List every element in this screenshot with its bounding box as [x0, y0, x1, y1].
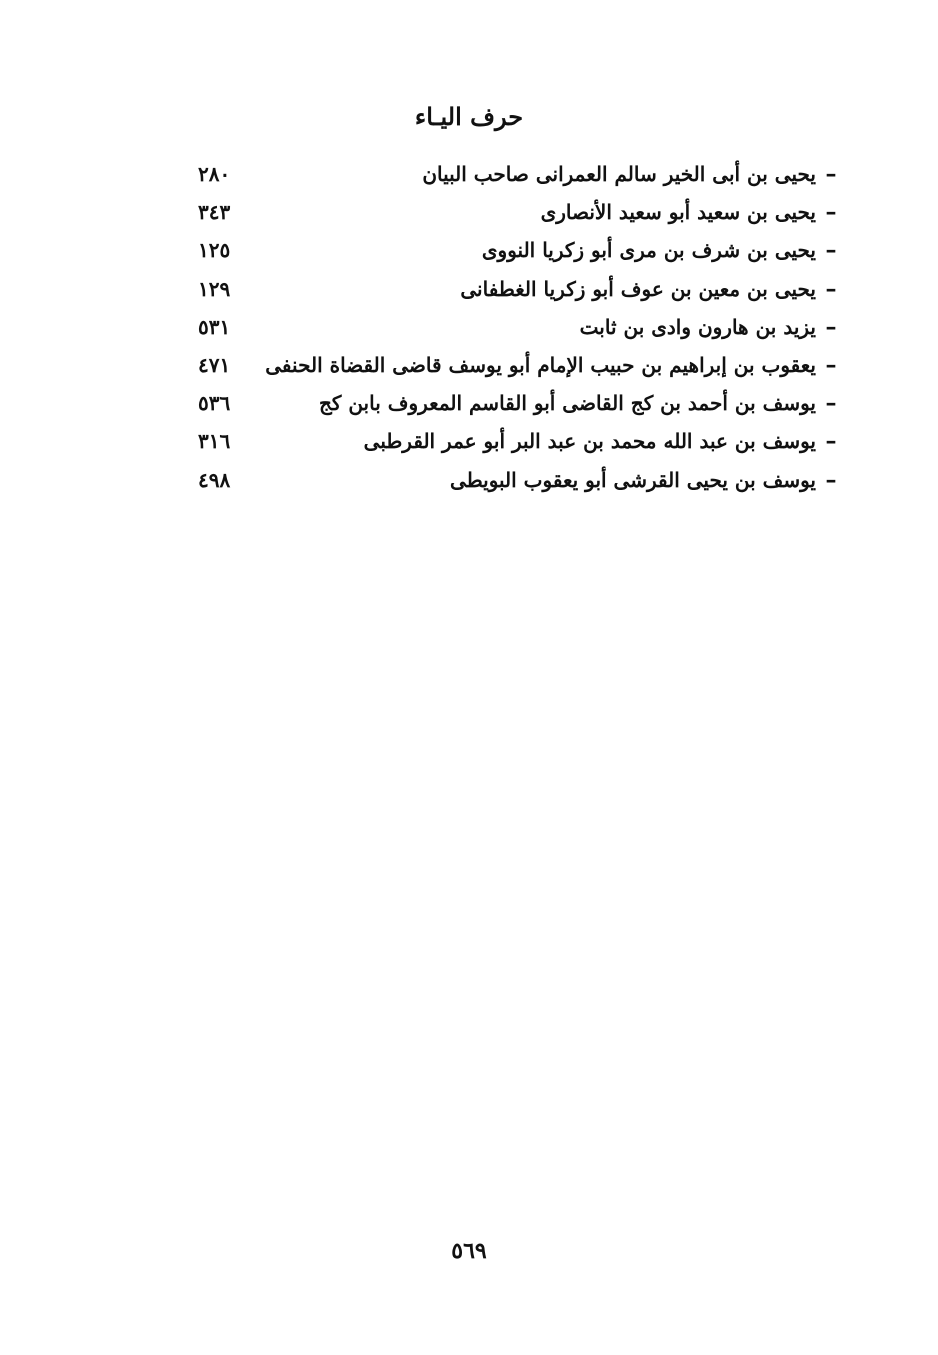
index-entry [190, 311, 840, 349]
entry-page-number: ٣١٦ [198, 429, 231, 454]
entry-page-number: ٢٨٠ [198, 162, 231, 186]
entry-page-number: ٣٤٣ [198, 200, 231, 225]
page-number: ٥٦٩ [451, 1238, 487, 1264]
entry-page-number: ١٢٥ [198, 238, 231, 263]
entry-dash: – [825, 313, 837, 340]
entry-dash: – [825, 161, 837, 187]
entry-name: يحيى بن معين بن عوف أبو زكريا الغطفانى [460, 276, 816, 301]
index-entry [190, 234, 840, 272]
section-heading: حرف اليـاء [414, 102, 524, 131]
entry-page-number: ١٢٩ [198, 276, 231, 301]
entry-name: يزيد بن هارون وادى بن ثابت [579, 314, 816, 339]
entry-name: يحيى بن أبى الخير سالم العمرانى صاحب البيان [422, 162, 816, 186]
entry-dash: – [825, 237, 837, 264]
entry-name: يوسف بن يحيى القرشى أبو يعقوب البويطى [450, 467, 816, 492]
index-list [190, 158, 840, 502]
index-entry [190, 196, 840, 234]
entry-dash: – [825, 275, 837, 302]
entry-dash: – [825, 199, 837, 226]
entry-name: يوسف بن عبد الله محمد بن عبد البر أبو عمر القرطبى [363, 429, 816, 454]
entry-dash: – [825, 428, 837, 455]
index-entry [190, 464, 840, 502]
entry-page-number: ٤٩٨ [198, 467, 231, 492]
entry-dash: – [825, 466, 837, 493]
index-entry [190, 425, 840, 463]
index-entry [190, 273, 840, 311]
entry-name: يحيى بن سعيد أبو سعيد الأنصارى [540, 200, 816, 225]
index-entry [190, 158, 840, 196]
entry-page-number: ٥٣٦ [198, 391, 231, 416]
entry-name: يوسف بن أحمد بن كج القاضى أبو القاسم المعروف بابن كج [318, 391, 816, 416]
index-entry [190, 387, 840, 425]
entry-page-number: ٤٧١ [198, 352, 231, 377]
index-entry [190, 349, 840, 387]
entry-page-number: ٥٣١ [198, 314, 231, 339]
entry-name: يعقوب بن إبراهيم بن حبيب الإمام أبو يوسف قاضى القضاة الحنفى [265, 352, 816, 377]
entry-dash: – [825, 351, 837, 378]
entry-name: يحيى بن شرف بن مرى أبو زكريا النووى [481, 238, 816, 263]
entry-dash: – [825, 390, 837, 417]
